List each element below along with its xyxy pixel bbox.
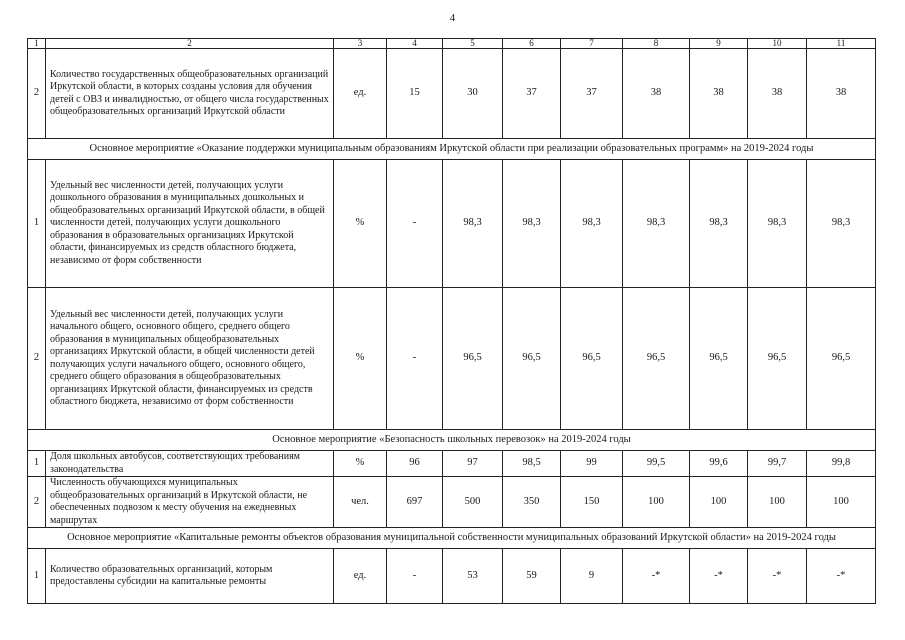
indicator-name: Количество государственных общеобразовательных организаций Иркутской области, в которых созданы условия для обучения детей с ОВЗ и инвалидностью, от общего числа государственных общеобразовательных организаций Иркутской области [46, 49, 334, 139]
indicator-name: Доля школьных автобусов, соответствующих требованиям законодательства [46, 451, 334, 477]
value-cell: 98,3 [748, 160, 807, 288]
value-cell: 100 [748, 477, 807, 528]
value-cell: 150 [561, 477, 623, 528]
unit-cell: % [334, 160, 387, 288]
value-cell: 98,3 [561, 160, 623, 288]
value-cell: 100 [623, 477, 690, 528]
value-cell: 99,8 [807, 451, 876, 477]
value-cell: 99,7 [748, 451, 807, 477]
value-cell: 99 [561, 451, 623, 477]
indicator-name: Численность обучающихся муниципальных общеобразовательных организаций в Иркутской области, не обеспеченных подвозом к месту обучения на ежедневных маршрутах [46, 477, 334, 528]
value-cell: 96,5 [503, 288, 561, 430]
row-number: 2 [28, 49, 46, 139]
value-cell: -* [748, 549, 807, 604]
column-number: 1 [28, 39, 46, 49]
value-cell: 98,3 [807, 160, 876, 288]
value-cell: 96,5 [623, 288, 690, 430]
value-cell: 99,5 [623, 451, 690, 477]
section-heading: Основное мероприятие «Оказание поддержки муниципальным образованиям Иркутской области при реализации образовательных программ» на 2019-2024 годы [28, 139, 876, 160]
value-cell: 100 [807, 477, 876, 528]
value-cell: 350 [503, 477, 561, 528]
value-cell: 96 [387, 451, 443, 477]
column-number: 3 [334, 39, 387, 49]
value-cell: 97 [443, 451, 503, 477]
value-cell: 697 [387, 477, 443, 528]
column-number: 2 [46, 39, 334, 49]
row-number: 1 [28, 451, 46, 477]
value-cell: 98,3 [503, 160, 561, 288]
column-number: 10 [748, 39, 807, 49]
value-cell: 53 [443, 549, 503, 604]
column-number: 7 [561, 39, 623, 49]
value-cell: 96,5 [690, 288, 748, 430]
value-cell: 38 [623, 49, 690, 139]
value-cell: 98,3 [623, 160, 690, 288]
value-cell: 38 [690, 49, 748, 139]
table-row [28, 549, 876, 604]
table-row [28, 160, 876, 288]
section-heading-row [28, 528, 876, 549]
unit-cell: ед. [334, 549, 387, 604]
row-number: 1 [28, 160, 46, 288]
table-row [28, 288, 876, 430]
value-cell: 500 [443, 477, 503, 528]
row-number: 1 [28, 549, 46, 604]
column-number-row [28, 39, 876, 49]
section-heading-row [28, 139, 876, 160]
value-cell: -* [807, 549, 876, 604]
value-cell: 96,5 [443, 288, 503, 430]
value-cell: - [387, 549, 443, 604]
indicators-table [27, 38, 876, 604]
indicator-name: Удельный вес численности детей, получающих услуги начального общего, основного общего, среднего общего образования в муниципальных общеобразовательных организациях Иркутской области, в общей численности детей получающих услуги начального общего, основного общего, среднего общего образования в общеобразовательных организациях Иркутской области, финансируемых из средств областного бюджета, независимо от форм собственности [46, 288, 334, 430]
indicator-name: Удельный вес численности детей, получающих услуги дошкольного образования в муниципальных дошкольных и общеобразовательных организаций Иркутской области, в общей численности детей, получающих услуги дошкольного образования в образовательных организациях Иркутской области, финансируемых из средств областного бюджета, независимо от форм собственности [46, 160, 334, 288]
column-number: 11 [807, 39, 876, 49]
value-cell: -* [690, 549, 748, 604]
section-heading-row [28, 430, 876, 451]
table-row [28, 477, 876, 528]
value-cell: 59 [503, 549, 561, 604]
value-cell: 96,5 [561, 288, 623, 430]
section-heading: Основное мероприятие «Безопасность школьных перевозок» на 2019-2024 годы [28, 430, 876, 451]
value-cell: 38 [748, 49, 807, 139]
table-row [28, 49, 876, 139]
column-number: 5 [443, 39, 503, 49]
unit-cell: % [334, 451, 387, 477]
value-cell: 98,3 [690, 160, 748, 288]
value-cell: - [387, 288, 443, 430]
value-cell: 96,5 [748, 288, 807, 430]
value-cell: 37 [561, 49, 623, 139]
unit-cell: % [334, 288, 387, 430]
row-number: 2 [28, 477, 46, 528]
value-cell: 99,6 [690, 451, 748, 477]
value-cell: - [387, 160, 443, 288]
value-cell: 98,3 [443, 160, 503, 288]
value-cell: 96,5 [807, 288, 876, 430]
table-row [28, 451, 876, 477]
value-cell: 30 [443, 49, 503, 139]
value-cell: 38 [807, 49, 876, 139]
value-cell: 100 [690, 477, 748, 528]
column-number: 4 [387, 39, 443, 49]
value-cell: -* [623, 549, 690, 604]
value-cell: 98,5 [503, 451, 561, 477]
value-cell: 15 [387, 49, 443, 139]
row-number: 2 [28, 288, 46, 430]
indicator-name: Количество образовательных организаций, которым предоставлены субсидии на капитальные ремонты [46, 549, 334, 604]
column-number: 9 [690, 39, 748, 49]
unit-cell: ед. [334, 49, 387, 139]
unit-cell: чел. [334, 477, 387, 528]
column-number: 8 [623, 39, 690, 49]
page-number: 4 [449, 12, 456, 24]
column-number: 6 [503, 39, 561, 49]
value-cell: 9 [561, 549, 623, 604]
value-cell: 37 [503, 49, 561, 139]
section-heading: Основное мероприятие «Капитальные ремонты объектов образования муниципальной собственности муниципальных образований Иркутской области» на 2019-2024 годы [28, 528, 876, 549]
